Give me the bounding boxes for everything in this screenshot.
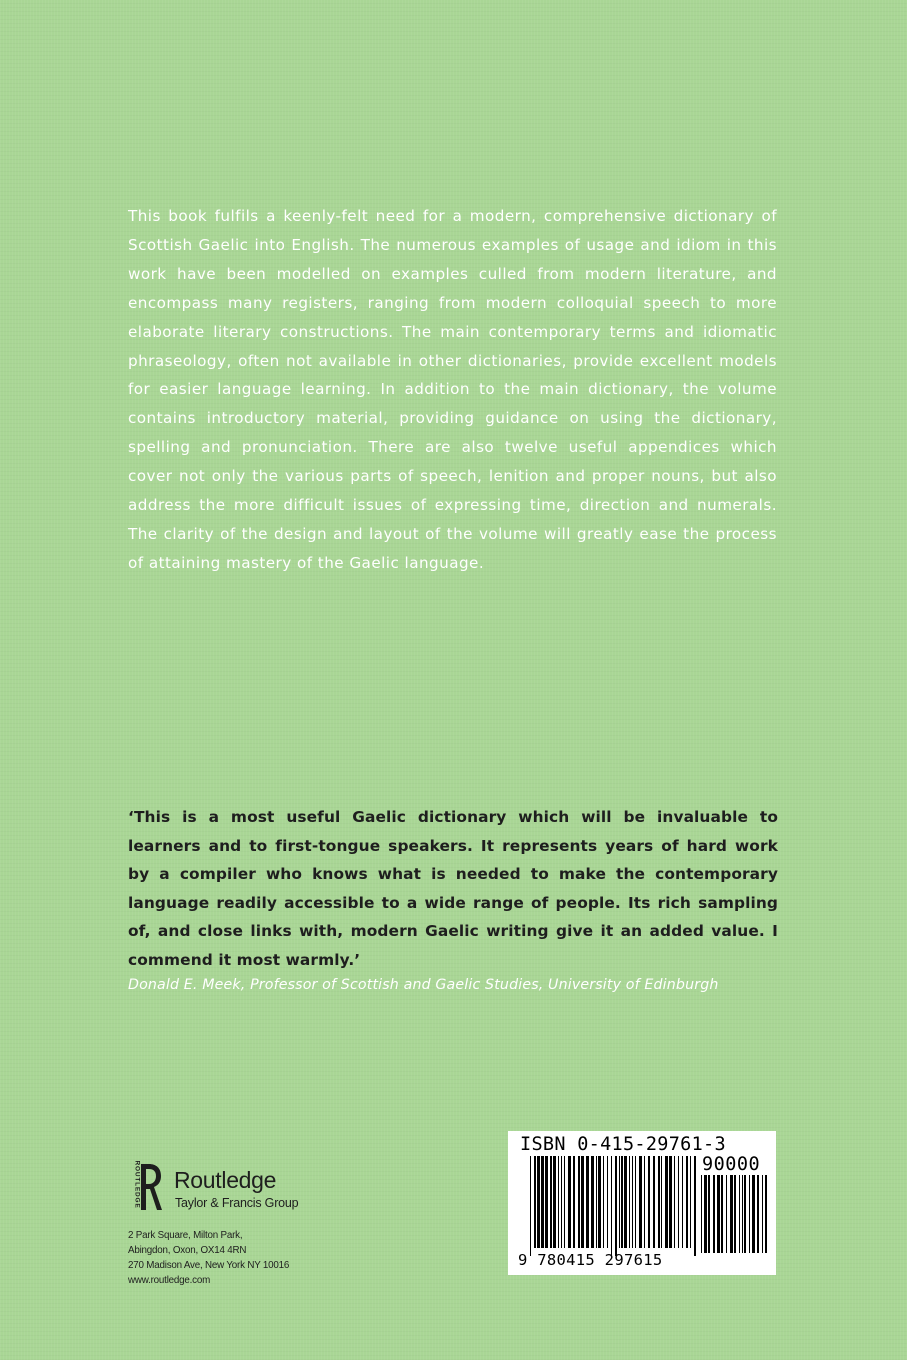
barcode-bar bbox=[621, 1156, 623, 1248]
barcode-bar bbox=[573, 1156, 575, 1248]
barcode-bar bbox=[624, 1156, 627, 1248]
barcode-bar bbox=[665, 1156, 668, 1248]
barcode-bar bbox=[644, 1156, 645, 1248]
barcode-bar bbox=[694, 1156, 696, 1256]
barcode-bar bbox=[713, 1175, 715, 1253]
barcode-bar bbox=[658, 1156, 660, 1248]
barcode-bar bbox=[726, 1175, 727, 1253]
barcode-bar bbox=[581, 1156, 584, 1248]
barcode-bar bbox=[734, 1175, 736, 1253]
barcode-bar bbox=[534, 1156, 536, 1248]
barcode-bar bbox=[701, 1175, 702, 1253]
barcode-bar bbox=[530, 1156, 531, 1256]
barcode-bar bbox=[615, 1156, 617, 1256]
publisher-logo bbox=[128, 1162, 388, 1216]
barcode-bar bbox=[653, 1156, 655, 1248]
routledge-r-icon bbox=[138, 1162, 162, 1212]
barcode-bar bbox=[596, 1156, 597, 1248]
barcode-bar bbox=[611, 1156, 612, 1256]
barcode-bar bbox=[717, 1175, 720, 1253]
review-quote: ‘This is a most useful Gaelic dictionary which will be invaluable to learners and to first-tongue speakers. It represents years of hard work by a compiler who knows what is needed to make the contemporary language readily accessible to a wide range of people. Its rich sampling of, and close links with, modern Gaelic writing give it an added value. I commend it most warmly.’ bbox=[128, 808, 778, 969]
barcode-bar bbox=[757, 1175, 759, 1253]
barcode-bar bbox=[553, 1156, 556, 1248]
ean-digits: 9 780415 297615 bbox=[518, 1251, 663, 1269]
barcode-bar bbox=[545, 1156, 548, 1248]
barcode-bar bbox=[678, 1156, 679, 1248]
barcode-bar bbox=[648, 1156, 650, 1248]
barcode-bar bbox=[578, 1156, 580, 1248]
barcode-bar bbox=[639, 1156, 642, 1248]
publisher-address bbox=[128, 1228, 388, 1288]
barcode-bar bbox=[561, 1156, 562, 1248]
barcode-bar bbox=[632, 1156, 633, 1248]
price-code: 90000 bbox=[702, 1154, 761, 1175]
barcode-bar bbox=[739, 1175, 740, 1253]
addon-barcode-bars bbox=[701, 1175, 767, 1253]
barcode-bar bbox=[721, 1175, 723, 1253]
book-description: This book fulfils a keenly-felt need for a modern, comprehensive dictionary of Scottish Gaelic into English. The numerous examples of usage and idiom in this work have been modelled on examples culled from modern literature, and encompass many registers, ranging from modern colloquial speech to more elaborate literary constructions. The main contemporary terms and idiomatic phraseology, often not available in other dictionaries, provide excellent models for easier language learning. In addition to the main dictionary, the volume contains introductory material, providing guidance on using the dictionary, spelling and pronunciation. There are also twelve useful appendices which cover not only the various parts of speech, lenition and proper nouns, but also address the more difficult issues of expressing time, direction and numerals. The clarity of the design and layout of the volume will greatly ease the process of attaining mastery of the Gaelic language. bbox=[128, 207, 777, 572]
barcode-bar bbox=[674, 1156, 675, 1248]
barcode-bar bbox=[603, 1156, 604, 1248]
barcode-bar bbox=[765, 1175, 767, 1253]
isbn-barcode bbox=[508, 1131, 776, 1275]
logo-vertical-text: ROUTLEDGE bbox=[133, 1160, 141, 1209]
barcode-bar bbox=[752, 1175, 755, 1253]
barcode-bar bbox=[591, 1156, 594, 1248]
barcode-bar bbox=[686, 1156, 688, 1248]
barcode-bar bbox=[749, 1175, 750, 1253]
barcode-bar bbox=[661, 1156, 662, 1248]
address-line: 2 Park Square, Milton Park, bbox=[128, 1230, 243, 1241]
barcode-bar bbox=[607, 1156, 608, 1248]
barcode-bar bbox=[730, 1175, 733, 1253]
publisher-name: Routledge bbox=[174, 1167, 277, 1193]
publisher-block bbox=[128, 1162, 388, 1288]
barcode-bar bbox=[550, 1156, 552, 1248]
ean-barcode-bars bbox=[530, 1156, 696, 1256]
barcode-bar bbox=[558, 1156, 559, 1248]
barcode-bar bbox=[598, 1156, 601, 1248]
barcode-bar bbox=[619, 1156, 620, 1248]
barcode-bar bbox=[541, 1156, 544, 1248]
isbn-label: ISBN 0-415-29761-3 bbox=[520, 1134, 726, 1155]
barcode-bar bbox=[704, 1175, 707, 1253]
barcode-bar bbox=[744, 1175, 746, 1253]
publisher-group: Taylor & Francis Group bbox=[175, 1196, 299, 1210]
review-block bbox=[128, 803, 778, 996]
barcode-bar bbox=[682, 1156, 683, 1248]
barcode-bar bbox=[568, 1156, 571, 1248]
review-attribution: Donald E. Meek, Professor of Scottish and Gaelic Studies, University of Edinburgh bbox=[128, 977, 719, 993]
barcode-bar bbox=[537, 1156, 540, 1248]
barcode-bar bbox=[742, 1175, 743, 1253]
publisher-website: www.routledge.com bbox=[128, 1275, 211, 1286]
barcode-bar bbox=[564, 1156, 565, 1248]
barcode-bar bbox=[762, 1175, 763, 1253]
barcode-bar bbox=[708, 1175, 710, 1253]
barcode-bar bbox=[635, 1156, 636, 1248]
address-line: Abingdon, Oxon, OX14 4RN bbox=[128, 1245, 247, 1256]
barcode-bar bbox=[586, 1156, 589, 1248]
barcode-bar bbox=[690, 1156, 691, 1248]
barcode-bar bbox=[669, 1156, 672, 1248]
address-line: 270 Madison Ave, New York NY 10016 bbox=[128, 1260, 290, 1271]
barcode-bar bbox=[629, 1156, 630, 1248]
